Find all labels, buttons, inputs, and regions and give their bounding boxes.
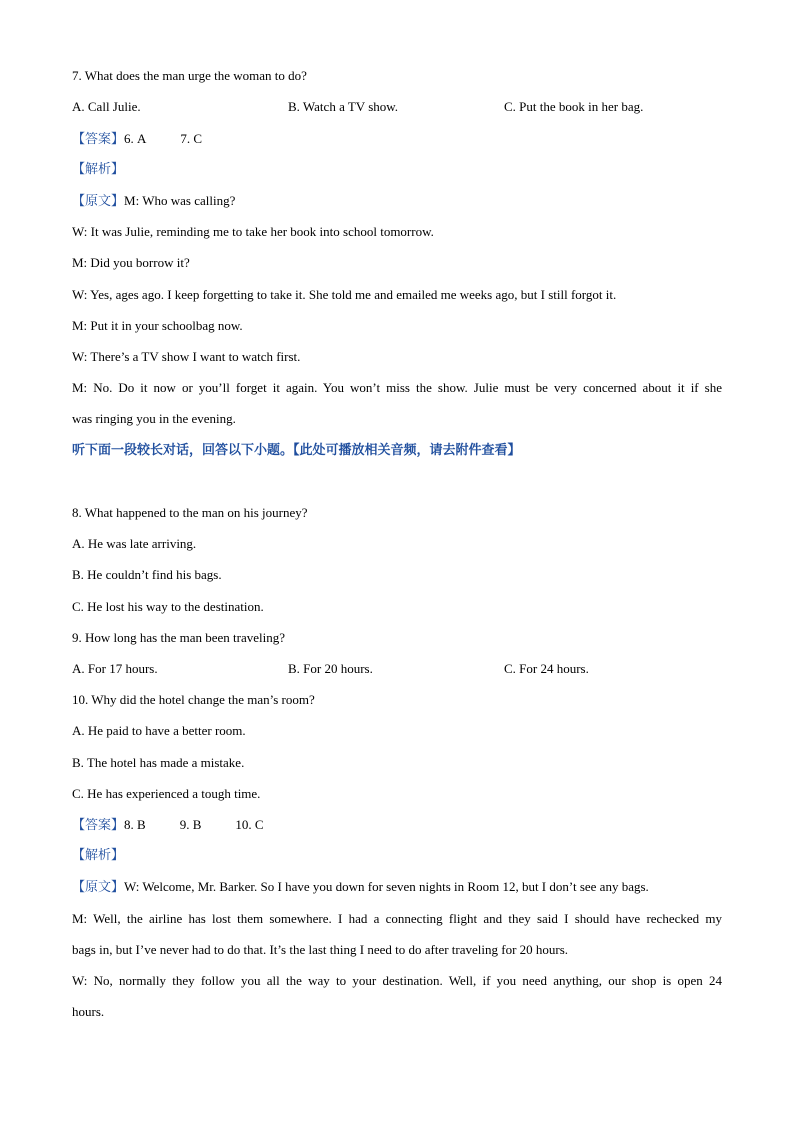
- option-b: B. Watch a TV show.: [288, 99, 399, 114]
- question-8: 8. What happened to the man on his journey?: [72, 505, 308, 520]
- transcript-line: W: There’s a TV show I want to watch first.: [72, 349, 301, 364]
- analysis-label: 【解析】: [72, 848, 125, 863]
- answer-9: 9. B: [179, 817, 202, 832]
- transcript-label: 【原文】: [72, 194, 125, 209]
- option-c: C. For 24 hours.: [504, 661, 589, 676]
- option-c: C. He lost his way to the destination.: [72, 599, 264, 614]
- answer-label: 【答案】: [72, 132, 125, 147]
- option-a: A. For 17 hours.: [72, 661, 158, 676]
- answer-line-2: [72, 817, 264, 834]
- transcript-line: W: It was Julie, reminding me to take her book into school tomorrow.: [72, 224, 434, 239]
- transcript-label: 【原文】: [72, 880, 125, 895]
- transcript-line: M: Did you borrow it?: [72, 255, 190, 270]
- answer-10: 10. C: [235, 817, 264, 832]
- transcript-line: M: No. Do it now or you’ll forget it again. You won’t miss the show. Julie must be very concerned about it if she: [72, 380, 722, 395]
- transcript-line: M: Well, the airline has lost them somewhere. I had a connecting flight and they said I should have rechecked my: [72, 911, 722, 926]
- answer-7: 7. C: [180, 131, 203, 146]
- listening-instruction: 听下面一段较长对话，回答以下小题。【此处可播放相关音频，请去附件查看】: [72, 443, 521, 458]
- option-c: C. Put the book in her bag.: [504, 99, 644, 114]
- answer-8: 8. B: [124, 817, 146, 832]
- answer-label: 【答案】: [72, 818, 125, 833]
- option-b: B. He couldn’t find his bags.: [72, 567, 222, 582]
- option-c: C. He has experienced a tough time.: [72, 786, 261, 801]
- option-a: A. Call Julie.: [72, 99, 141, 114]
- transcript-line: [72, 879, 649, 896]
- transcript-line: hours.: [72, 1004, 105, 1019]
- transcript-text: W: Welcome, Mr. Barker. So I have you down for seven nights in Room 12, but I don’t see any bags.: [124, 879, 649, 894]
- option-b: B. The hotel has made a mistake.: [72, 755, 245, 770]
- transcript-line: W: No, normally they follow you all the way to your destination. Well, if you need anything, our shop is open 24: [72, 973, 722, 988]
- analysis-label: 【解析】: [72, 162, 125, 177]
- question-7: 7. What does the man urge the woman to do?: [72, 68, 307, 83]
- transcript-text: M: Who was calling?: [124, 193, 236, 208]
- transcript-line: W: Yes, ages ago. I keep forgetting to take it. She told me and emailed me weeks ago, but I still forgot it.: [72, 287, 617, 302]
- option-b: B. For 20 hours.: [288, 661, 373, 676]
- transcript-line: bags in, but I’ve never had to do that. It’s the last thing I need to do after traveling for 20 hours.: [72, 942, 569, 957]
- question-9-options: [72, 661, 722, 677]
- option-a: A. He was late arriving.: [72, 536, 197, 551]
- option-a: A. He paid to have a better room.: [72, 723, 246, 738]
- question-7-options: [72, 99, 722, 115]
- transcript-line: M: Put it in your schoolbag now.: [72, 318, 243, 333]
- transcript-line: was ringing you in the evening.: [72, 411, 236, 426]
- answer-line-1: [72, 131, 202, 148]
- answer-6: 6. A: [124, 131, 147, 146]
- transcript-line: [72, 193, 235, 210]
- question-10: 10. Why did the hotel change the man’s room?: [72, 692, 315, 707]
- question-9: 9. How long has the man been traveling?: [72, 630, 285, 645]
